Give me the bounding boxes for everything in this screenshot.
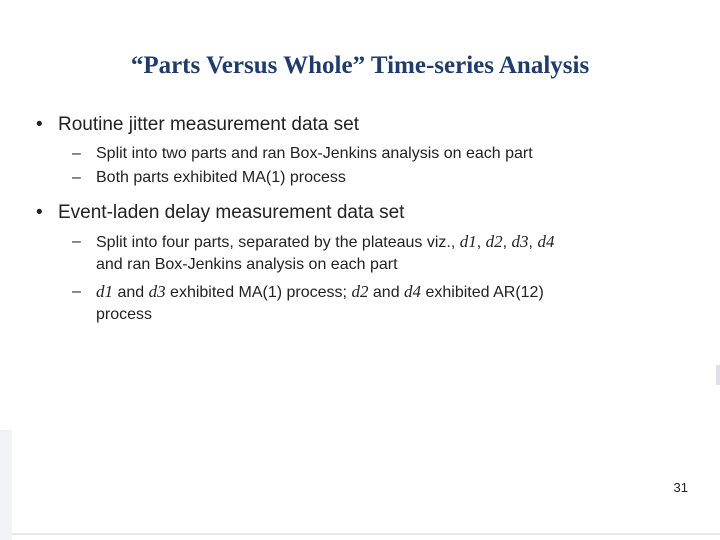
footer-divider xyxy=(0,533,720,535)
variable-d3: d3 xyxy=(511,232,529,251)
dash-glyph: – xyxy=(72,233,81,250)
variable-d1: d1 xyxy=(96,282,113,301)
bullet-item xyxy=(36,202,404,224)
text-run: exhibited MA(1) process; xyxy=(165,284,352,301)
text-run: exhibited AR(12) xyxy=(421,284,544,301)
variable-d4: d4 xyxy=(537,232,555,251)
text-run: Split into four parts, separated by the plateaus viz., xyxy=(96,234,460,251)
bullet-text: Routine jitter measurement data set xyxy=(58,114,359,135)
bullet-text: Event-laden delay measurement data set xyxy=(58,202,405,223)
slide-title: “Parts Versus Whole” Time-series Analysis xyxy=(130,52,590,79)
variable-d2: d2 xyxy=(485,232,503,251)
text-run: and xyxy=(368,284,405,301)
variable-d1: d1 xyxy=(459,232,477,251)
text-run: , xyxy=(528,234,538,251)
sub-bullet xyxy=(72,281,682,326)
edge-decoration xyxy=(716,365,720,385)
sub-bullet-text xyxy=(96,231,682,276)
page-number: 31 xyxy=(673,480,688,495)
text-run: and ran Box-Jenkins analysis on each part xyxy=(96,256,398,273)
sub-bullet xyxy=(72,143,682,165)
sub-bullet xyxy=(72,167,682,189)
variable-d4: d4 xyxy=(404,282,422,301)
text-run: process xyxy=(96,306,153,323)
bullet-item xyxy=(36,114,359,136)
sub-bullet-text: Both parts exhibited MA(1) process xyxy=(96,169,346,186)
dash-glyph: – xyxy=(72,283,81,300)
text-run: and xyxy=(113,284,149,301)
text-run: , xyxy=(502,234,512,251)
variable-d2: d2 xyxy=(351,282,369,301)
dash-glyph: – xyxy=(72,169,81,186)
text-run: , xyxy=(476,234,486,251)
edge-decoration xyxy=(0,430,12,540)
variable-d3: d3 xyxy=(148,282,166,301)
dash-glyph: – xyxy=(72,145,81,162)
sub-bullet-text xyxy=(96,281,682,326)
bullet-glyph: • xyxy=(36,202,43,223)
bullet-glyph: • xyxy=(36,114,43,135)
sub-bullet xyxy=(72,231,682,276)
sub-bullet-text: Split into two parts and ran Box-Jenkins analysis on each part xyxy=(96,145,533,162)
